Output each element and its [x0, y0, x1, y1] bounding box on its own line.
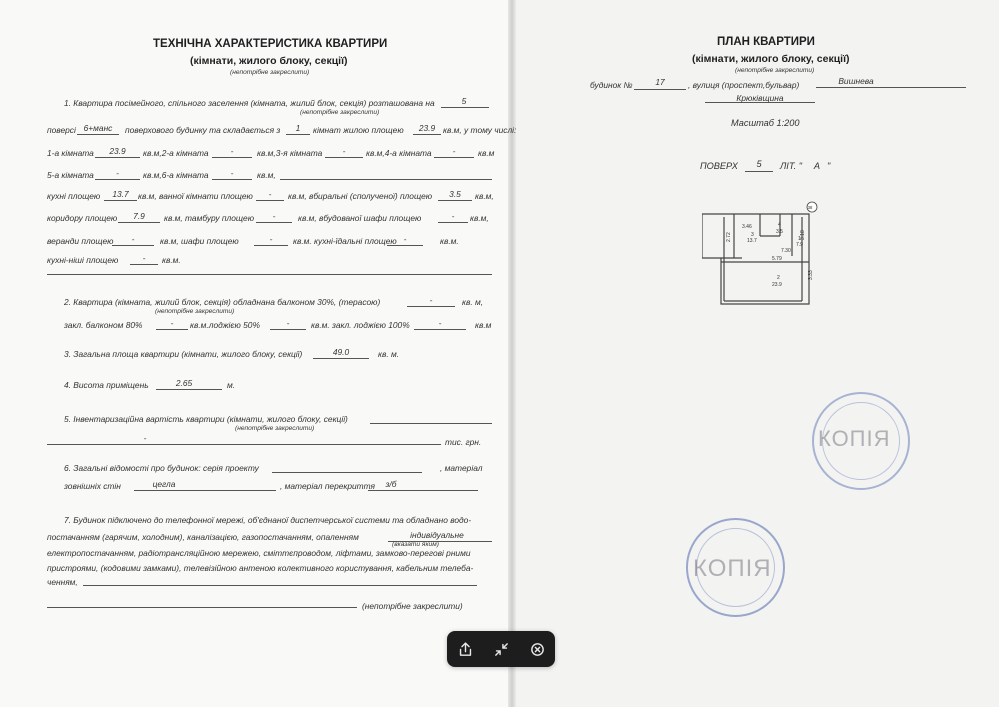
right-cross-out-note: (непотрібне закреслити): [735, 67, 815, 74]
plan-r1: 1: [798, 236, 801, 242]
room6-value: -: [230, 168, 234, 178]
kitchen-niche-value: -: [142, 253, 146, 263]
room6-unit: кв.м,: [257, 170, 276, 180]
toilet-label: кв.м, вбиральні (сполученої) площею: [288, 191, 433, 201]
section6-material: , матеріал: [440, 463, 483, 473]
walls-value: цегла: [152, 479, 176, 489]
left-subtitle: (кімнати, жилого блоку, секції): [190, 55, 348, 67]
plan-r4-area: 3.5: [776, 229, 783, 235]
height-value: 2.65: [175, 378, 193, 388]
section7-line2: постачанням (гарячим, холодним), каналізацією, газопостачанням, опаленням: [47, 532, 359, 542]
close-button[interactable]: [525, 637, 549, 661]
close-icon: [529, 641, 546, 658]
plan-r4: 4: [778, 222, 781, 228]
right-title: ПЛАН КВАРТИРИ: [717, 36, 815, 48]
section7-line4: пристроями, (кодовими замками), телевізійною антеною колективного користування, кабельним телеба-: [47, 563, 474, 573]
section2-unit2: кв.м: [475, 320, 492, 330]
section2-line2c: кв.м. закл. лоджією 100%: [311, 320, 410, 330]
bath-value: -: [268, 189, 272, 199]
closet-unit: кв.м,: [470, 213, 489, 223]
street-label: , вулиця (проспект,бульвар): [688, 80, 800, 90]
floor-plan: [702, 200, 827, 310]
loggia-value: -: [286, 318, 290, 328]
closed-balcony-value: -: [170, 318, 174, 328]
lit-value: А: [813, 161, 821, 171]
plan-r1-h: 3.18: [800, 230, 806, 240]
kitchen-dining-value: -: [403, 234, 407, 244]
shrink-button[interactable]: [489, 637, 513, 661]
total-area-unit: кв. м.: [378, 349, 400, 359]
toilet-unit: кв.м,: [475, 191, 494, 201]
section1-floor-value: 5: [461, 96, 467, 106]
corridor-value: 7.9: [133, 211, 145, 221]
left-title: ТЕХНІЧНА ХАРАКТЕРИСТИКА КВАРТИРИ: [153, 38, 388, 50]
walls-label: зовнішніх стін: [64, 481, 121, 491]
room4-value: -: [452, 146, 456, 156]
left-cross-out-note: (непотрібне закреслити): [230, 69, 310, 76]
section2-line2a: закл. балконом 80%: [64, 320, 143, 330]
section5-note: (непотрібне закреслити): [235, 425, 315, 432]
kitchen-value: 13.7: [112, 189, 129, 199]
plan-r1-w: 7.30: [781, 248, 791, 254]
room1-label: 1-а кімната: [47, 148, 94, 158]
bath-label: кв.м, ванної кімнати площею: [138, 191, 253, 201]
copy-mark-1: КОПІЯ: [818, 426, 891, 451]
room5-value: -: [116, 168, 119, 178]
scale-label: Масштаб 1:200: [731, 118, 800, 128]
plan-r3-w: 3.46: [742, 224, 752, 230]
page-fold: [508, 0, 516, 707]
kitchen-dining-label: кв.м. кухні-їдальні площею: [293, 236, 397, 246]
floor-label: ПОВЕРХ: [700, 161, 738, 171]
inventory-value: -: [143, 433, 147, 443]
room6-label: кв.м,6-а кімната: [143, 170, 209, 180]
section2-unit1: кв. м,: [462, 297, 484, 307]
plan-r3-area: 13.7: [747, 238, 757, 244]
floor-material-value: з/б: [385, 479, 397, 489]
shafa-label: кв.м, шафи площею: [160, 236, 239, 246]
section7-note: (непотрібне закреслити): [362, 601, 463, 611]
section1-line2a: поверсі: [47, 125, 76, 135]
floor-value: 5: [756, 159, 762, 169]
room2-value: -: [230, 146, 234, 156]
kitchen-label: кухні площею: [47, 191, 101, 201]
plan-r3: 3: [751, 232, 754, 238]
room2-label: кв.м,2-а кімната: [143, 148, 209, 158]
room3-label: кв.м,3-я кімната: [257, 148, 323, 158]
plan-marker: 38: [807, 205, 813, 210]
tambour-label: кв.м, тамбуру площею: [164, 213, 255, 223]
floor-material-label: , матеріал перекриття: [280, 481, 376, 491]
viewer-toolbar: [447, 631, 555, 667]
share-button[interactable]: [453, 637, 477, 661]
closed-loggia-value: -: [438, 318, 442, 328]
lit-end: ": [827, 161, 831, 171]
section7-line1: 7. Будинок підключено до телефонної мережі, об'єднаної диспетчерської системи та обладнано водо-: [64, 515, 472, 525]
tambour-value: -: [272, 211, 276, 221]
shafa-value: -: [269, 234, 273, 244]
living-area-value: 23.9: [418, 123, 436, 133]
right-subtitle: (кімнати, жилого блоку, секції): [692, 53, 850, 65]
room5-label: 5-а кімната: [47, 170, 94, 180]
city-value: Крюківщина: [736, 93, 784, 103]
total-area-value: 49.0: [332, 347, 350, 357]
heating-value: індивідуальне: [410, 530, 464, 540]
floors-value: 6+манс: [83, 123, 113, 133]
heating-note: (вказати яким): [392, 541, 439, 548]
veranda-value: -: [131, 234, 135, 244]
room4-label: кв.м,4-а кімната: [366, 148, 432, 158]
room4-unit: кв.м: [478, 148, 495, 158]
kitchen-niche-unit: кв.м.: [162, 255, 181, 265]
section7-line5: ченням,: [47, 577, 78, 587]
section2-line1: 2. Квартира (кімната, жилий блок, секція) обладнана балконом 30%, (терасою): [64, 297, 381, 307]
plan-r2: 2: [777, 275, 780, 281]
section2-note: (непотрібне закреслити): [155, 308, 235, 315]
rooms-value: 1: [295, 123, 301, 133]
total-area-label: 3. Загальна площа квартири (кімнати, жилого блоку, секції): [64, 349, 303, 359]
house-number: 17: [655, 77, 665, 87]
shrink-icon: [493, 641, 510, 658]
toilet-value: 3.5: [449, 189, 461, 199]
closet-label: кв.м, вбудованої шафи площею: [298, 213, 422, 223]
plan-r1-area: 7.9: [796, 242, 803, 248]
room1-value: 23.9: [109, 146, 126, 156]
veranda-label: веранди площею: [47, 236, 114, 246]
copy-mark-2: КОПІЯ: [693, 555, 772, 582]
section2-line2b: кв.м.лоджією 50%: [190, 320, 260, 330]
corridor-label: коридору площею: [47, 213, 118, 223]
closet-value: -: [451, 211, 455, 221]
inventory-value-unit: тис. грн.: [445, 437, 482, 447]
height-label: 4. Висота приміщень: [64, 380, 149, 390]
inventory-value-label: 5. Інвентаризаційна вартість квартири (кімнати, жилого блоку, секції): [64, 414, 348, 424]
section6-label: 6. Загальні відомості про будинок: серія проекту: [64, 463, 259, 473]
section1-line2c: кімнат жилою площею: [313, 125, 404, 135]
street-value: Вишнева: [838, 76, 874, 86]
kitchen-niche-label: кухні-ніші площею: [47, 255, 119, 265]
room3-value: -: [342, 146, 346, 156]
section1-line1: 1. Квартира посімейного, спільного заселення (кімната, жилий блок, секція) розташована на: [64, 98, 435, 108]
plan-r2-h: 3.33: [808, 270, 814, 280]
house-label: будинок №: [590, 80, 633, 90]
section7-line3: електропостачанням, радіотрансляційною мережею, сміттєпроводом, ліфтами, замково-перегові рними: [47, 548, 471, 558]
plan-r2-w: 5.79: [772, 256, 782, 262]
share-icon: [457, 641, 474, 658]
section1-line2b: поверхового будинку та складається з: [125, 125, 281, 135]
kitchen-dining-unit: кв.м.: [440, 236, 459, 246]
section1-line2d: кв.м, у тому числі:: [443, 125, 517, 135]
section1-note: (непотрібне закреслити): [300, 109, 380, 116]
balcony-value: -: [429, 295, 433, 305]
height-unit: м.: [227, 380, 236, 390]
plan-r2-area: 23.9: [772, 282, 782, 288]
plan-r3-h: 2.72: [726, 232, 732, 242]
lit-label: ЛІТ. ": [780, 161, 803, 171]
